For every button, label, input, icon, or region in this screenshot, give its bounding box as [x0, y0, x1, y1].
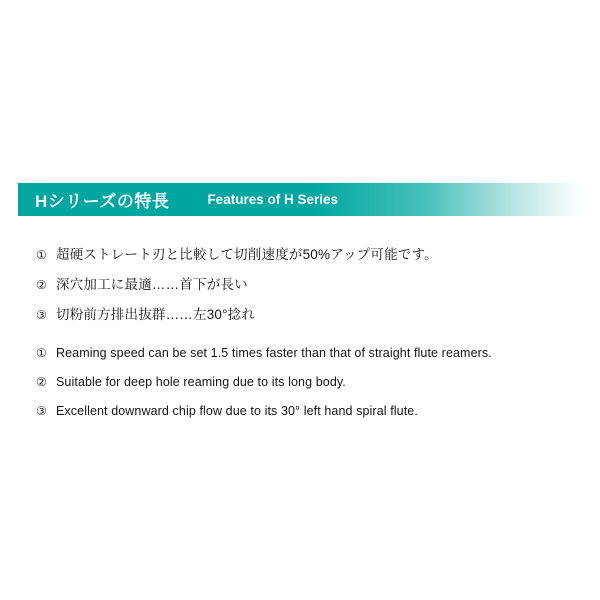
list-marker: ①	[36, 248, 47, 262]
list-item	[36, 373, 492, 391]
list-item	[36, 344, 492, 362]
list-item-text: Suitable for deep hole reaming due to its long body.	[56, 375, 346, 389]
section-header-banner	[18, 183, 582, 216]
list-item	[36, 246, 438, 264]
section-title-japanese: Hシリーズの特長	[35, 192, 170, 211]
list-item	[36, 402, 492, 420]
section-title-english: Features of H Series	[207, 192, 338, 207]
list-item	[36, 306, 438, 324]
feature-list-japanese	[36, 246, 438, 336]
feature-list-english	[36, 344, 492, 431]
list-item-text: 超硬ストレート刃と比較して切削速度が50%アップ可能です。	[56, 247, 438, 262]
list-marker: ③	[36, 308, 47, 322]
list-marker: ①	[36, 346, 47, 360]
list-marker: ②	[36, 375, 47, 389]
list-item	[36, 276, 438, 294]
list-marker: ③	[36, 404, 47, 418]
list-item-text: Reaming speed can be set 1.5 times faster than that of straight flute reamers.	[56, 346, 492, 360]
list-item-text: Excellent downward chip flow due to its 30° left hand spiral flute.	[56, 404, 418, 418]
list-marker: ②	[36, 278, 47, 292]
list-item-text: 深穴加工に最適……首下が長い	[56, 277, 248, 292]
list-item-text: 切粉前方排出抜群……左30°捻れ	[56, 307, 256, 322]
